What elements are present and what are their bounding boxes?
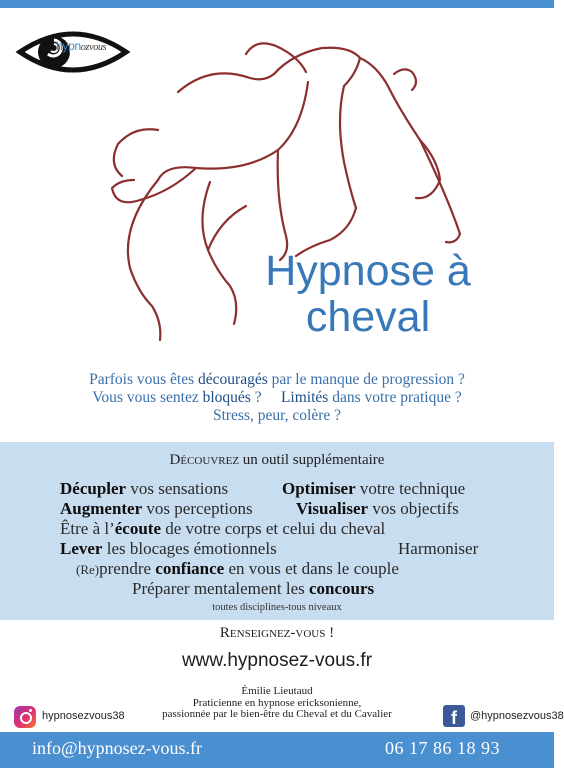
website-link[interactable]: www.hypnosez-vous.fr: [181, 650, 373, 671]
facebook-icon[interactable]: f: [443, 705, 465, 727]
footer-phone[interactable]: 06 17 86 18 93: [385, 738, 500, 758]
benefits-heading: Découvrez un outil supplémentaire: [169, 452, 385, 468]
benefit-confiance: (Re)prendre confiance en vous et dans le couple: [76, 559, 399, 578]
benefit-ecoute: Être à l’écoute de votre corps et celui du cheval: [60, 519, 386, 538]
benefit-lever: Lever les blocages émotionnels: [60, 539, 277, 558]
benefit-decupler: Décupler vos sensations: [60, 479, 229, 498]
practitioner-passion: passionnée par le bien-être du Cheval et du Cavalier: [162, 708, 392, 720]
footer-bar: [0, 732, 554, 768]
benefits-band: [0, 442, 554, 620]
benefit-optimiser: Optimiser votre technique: [282, 479, 466, 498]
title-line-2: cheval: [305, 293, 431, 341]
benefit-harmoniser: Harmoniser: [398, 539, 479, 558]
practitioner-role: Praticienne en hypnose ericksonienne,: [192, 696, 362, 709]
title-line-1: Hypnose à: [265, 247, 471, 295]
instagram-handle[interactable]: hypnosezvous38: [42, 710, 125, 722]
footer-email[interactable]: info@hypnosez-vous.fr: [32, 738, 203, 758]
practitioner-name: Émilie Lieutaud: [241, 685, 313, 697]
instagram-icon[interactable]: [14, 706, 36, 728]
intro-line-3: Stress, peur, colère ?: [212, 407, 342, 424]
top-accent-bar: [0, 0, 554, 8]
benefit-concours: Préparer mentalement les concours: [132, 579, 375, 598]
intro-line-2: Vous vous sentez bloqués ? Limités dans votre pratique ?: [92, 389, 462, 406]
intro-questions: [0, 371, 554, 425]
disciplines-note: toutes disciplines-tous niveaux: [212, 602, 342, 613]
benefit-visualiser: Visualiser vos objectifs: [296, 499, 459, 518]
page-title: [238, 248, 498, 340]
intro-line-1: Parfois vous êtes découragés par le manque de progression ?: [89, 371, 465, 388]
benefit-augmenter: Augmenter vos perceptions: [60, 499, 253, 518]
contact-heading: Renseignez-vous !: [219, 625, 335, 641]
facebook-handle[interactable]: @hypnosezvous38: [470, 710, 564, 722]
logo-wordmark: hypnozvous: [56, 39, 107, 53]
